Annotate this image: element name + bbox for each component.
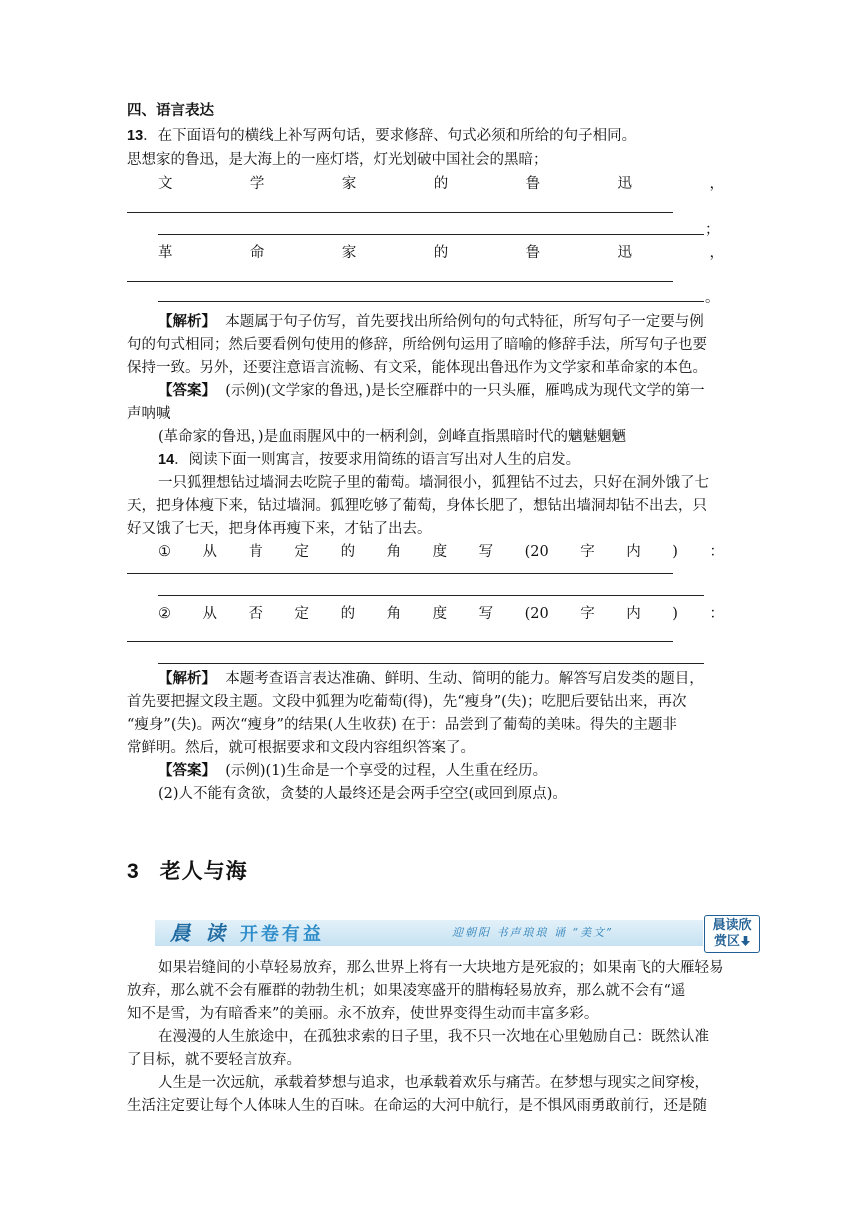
answer-blank-line[interactable] [127, 281, 673, 282]
prompt-char: 的 [433, 245, 449, 261]
prompt-char: 内 [626, 544, 641, 560]
question-13-stem [127, 125, 636, 147]
prompt-char: 鲁 [525, 245, 541, 261]
period-mark: 。 [705, 290, 720, 306]
prompt-char: 定 [294, 606, 310, 622]
answer-line: (革命家的鲁迅，)是血雨腥风中的一柄利剑，剑峰直指黑暗时代的魑魅魍魉 [158, 429, 627, 445]
question-number: 14 [158, 452, 175, 468]
analysis-tag: 【解析】 [158, 671, 216, 687]
answer-blank-line[interactable] [127, 212, 673, 213]
prompt-char: 学 [249, 176, 265, 192]
question-14-stem [158, 449, 580, 471]
section-heading: 四、语言表达 [127, 103, 214, 119]
question-text: ．在下面语句的横线上补写两句话，要求修辞、句式必须和所给的句子相同。 [143, 128, 637, 144]
prompt-char: 的 [340, 606, 356, 622]
analysis-line: 本题考查语言表达准确、鲜明、生动、简明的能力。解答写启发类的题目， [225, 671, 704, 687]
prompt-char: 度 [432, 606, 448, 622]
reading-line: 知不是雪，为有暗香来”的美丽。永不放弃，使世界变得生动而丰富多彩。 [127, 1006, 599, 1022]
reading-line: 人生是一次远航，承载着梦想与追求，也承载着欢乐与痛苦。在梦想与现实之间穿梭， [158, 1075, 709, 1091]
reading-line: 放弃，那么就不会有雁群的勃勃生机；如果凌寒盛开的腊梅轻易放弃，那么就不会有“遥 [127, 983, 686, 999]
prompt-char: ， [709, 176, 724, 192]
badge-line-2: 赏区 [705, 934, 759, 950]
prompt-char: 革 [158, 245, 173, 261]
prompt-char: ) [672, 606, 678, 622]
prompt-char: 命 [249, 245, 265, 261]
analysis-line: 常鲜明。然后，就可根据要求和文段内容组织答案了。 [127, 740, 475, 756]
banner-title-main: 晨 读 [170, 921, 229, 945]
prompt-char: 的 [433, 176, 449, 192]
prompt-char: 家 [341, 245, 357, 261]
answer-blank-line[interactable] [158, 301, 704, 302]
prompt-char: 从 [202, 606, 218, 622]
answer-blank-line[interactable] [158, 595, 704, 596]
prompt-char: 迅 [617, 245, 633, 261]
analysis-line: “瘦身”(失)。两次“瘦身”的结果(人生收获) 在于：品尝到了葡萄的美味。得失的主题非 [127, 717, 677, 733]
chapter-title: 老人与海 [159, 860, 248, 883]
banner-title-sub: 开卷有益 [239, 924, 324, 945]
answer-line: (示例)(文学家的鲁迅，)是长空雁群中的一只头雁，雁鸣成为现代文学的第一 [225, 383, 705, 399]
answer-blank-line[interactable] [127, 573, 673, 574]
chapter-number: 3 [127, 860, 140, 883]
reading-line: 在漫漫的人生旅途中，在孤独求索的日子里，我不只一次地在心里勉励自己：既然认准 [158, 1029, 709, 1045]
answer-line: 声呐喊 [127, 406, 171, 422]
prompt-char: ① [158, 544, 171, 560]
analysis-line: 保持一致。另外，还要注意语言流畅、有文采，能体现出鲁迅作为文学家和革命家的本色。 [127, 360, 707, 376]
prompt-char: ： [709, 606, 724, 622]
answer-block [158, 380, 705, 402]
prompt-char: 角 [386, 606, 402, 622]
prompt-char: 字 [580, 606, 595, 622]
prompt-char: 鲁 [525, 176, 541, 192]
fable-line: 天，把身体瘦下来，钻过墙洞。狐狸吃够了葡萄，身体长肥了，想钻出墙洞却钻不出去，只 [127, 498, 707, 514]
analysis-line: 本题属于句子仿写，首先要找出所给例句的句式特征，所写句子一定要与例 [225, 314, 704, 330]
analysis-block [158, 311, 704, 333]
prompt-char: 肯 [248, 544, 264, 560]
badge-line-1: 晨读欣 [712, 918, 752, 933]
prompt-char: (20 [524, 544, 549, 560]
prompt-char: 否 [248, 606, 264, 622]
prompt-char: 写 [478, 606, 494, 622]
banner-title [170, 920, 324, 948]
analysis-tag: 【解析】 [158, 314, 216, 330]
prompt-char: 从 [202, 544, 218, 560]
answer-blank-line[interactable] [127, 641, 673, 642]
answer-line: (2)人不能有贪欲，贪婪的人最终还是会两手空空(或回到原点)。 [158, 786, 567, 802]
prompt-char: 度 [432, 544, 448, 560]
semicolon-mark: ； [705, 222, 720, 238]
answer-tag: 【答案】 [158, 383, 216, 399]
prompt-char: ： [709, 544, 724, 560]
banner-tagline: 迎朝阳 书声琅琅 诵 “美文” [452, 926, 614, 939]
prompt-char: 的 [340, 544, 356, 560]
question-text: ．阅读下面一则寓言，按要求用简练的语言写出对人生的启发。 [174, 452, 581, 468]
prompt-char: 文 [158, 176, 173, 192]
prompt-char: ② [158, 606, 171, 622]
fill-line-prompt-1 [158, 173, 724, 195]
prompt-char: 家 [341, 176, 357, 192]
prompt-char: (20 [524, 606, 549, 622]
fable-line: 好又饿了七天，把身体再瘦下来，才钻了出去。 [127, 521, 432, 537]
question-number: 13 [127, 128, 144, 144]
answer-block [158, 760, 547, 782]
fill-line-prompt-2 [158, 242, 724, 264]
analysis-block [158, 668, 704, 690]
prompt-char: 写 [478, 544, 494, 560]
reading-line: 生活注定要让每个人体味人生的百味。在命运的大河中航行，是不惧风雨勇敢前行，还是随 [127, 1098, 707, 1114]
prompt-char: 迅 [617, 176, 633, 192]
reading-line: 如果岩缝间的小草轻易放弃，那么世界上将有一大块地方是死寂的；如果南飞的大雁轻易 [158, 960, 724, 976]
prompt-char: ， [709, 245, 724, 261]
fill-line-prompt-3 [158, 541, 724, 563]
answer-tag: 【答案】 [158, 763, 216, 779]
analysis-line: 句的句式相同；然后要看例句使用的修辞，所给例句运用了暗喻的修辞手法，所写句子也要 [127, 337, 707, 353]
down-arrow-icon [741, 936, 750, 946]
prompt-char: 内 [626, 606, 641, 622]
chapter-heading [127, 855, 248, 885]
prompt-char: 定 [294, 544, 310, 560]
answer-line: (示例)(1)生命是一个享受的过程，人生重在经历。 [225, 763, 548, 779]
prompt-char: 角 [386, 544, 402, 560]
fill-line-prompt-4 [158, 603, 724, 625]
fable-line: 一只狐狸想钻过墙洞去吃院子里的葡萄。墙洞很小，狐狸钻不过去，只好在洞外饿了七 [158, 475, 709, 491]
reading-zone-badge [704, 915, 760, 953]
analysis-line: 首先要把握文段主题。文段中狐狸为吃葡萄(得)，先“瘦身”(失)；吃肥后要钻出来，再次 [127, 694, 687, 710]
reading-line: 了目标，就不要轻言放弃。 [127, 1052, 301, 1068]
answer-blank-line[interactable] [158, 234, 704, 235]
prompt-char: 字 [580, 544, 595, 560]
answer-blank-line[interactable] [158, 663, 704, 664]
prompt-char: ) [672, 544, 678, 560]
example-sentence: 思想家的鲁迅，是大海上的一座灯塔，灯光划破中国社会的黑暗； [127, 152, 548, 168]
